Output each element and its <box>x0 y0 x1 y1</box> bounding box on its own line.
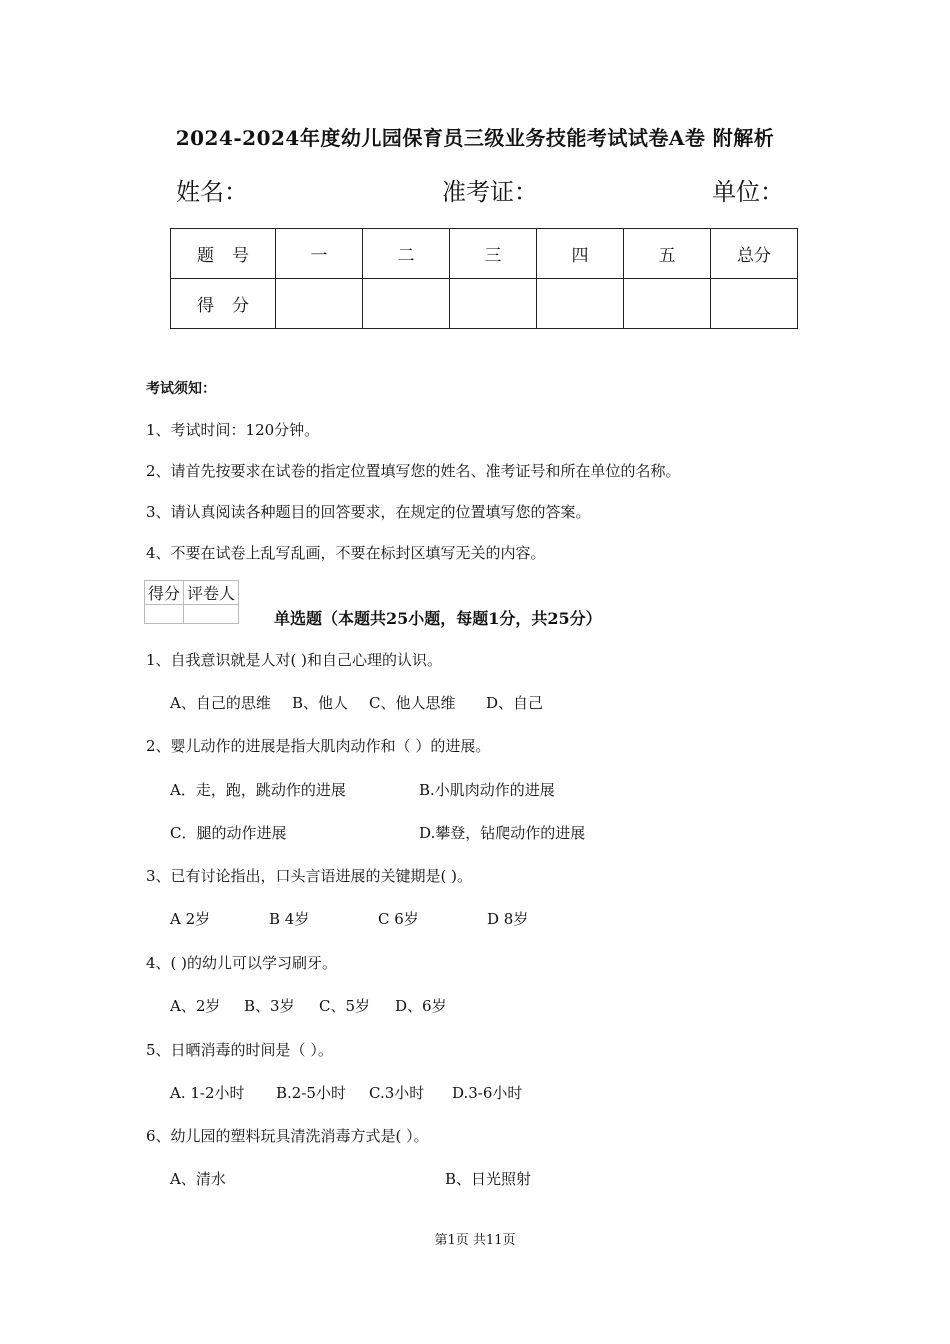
option-c: C.3小时 <box>369 1084 425 1102</box>
option-b: B、他人 <box>292 694 349 712</box>
document-title: 2024-2024年度幼儿园保育员三级业务技能考试试卷A卷 附解析 <box>175 126 775 150</box>
grader-score-label: 得分 <box>145 581 184 605</box>
score-cell[interactable] <box>711 279 798 329</box>
score-cell[interactable] <box>450 279 537 329</box>
option-b: B.小肌肉动作的进展 <box>419 781 555 799</box>
option-a: A、2岁 <box>170 997 221 1015</box>
question-text: 6、幼儿园的塑料玩具清洗消毒方式是( ）。 <box>146 1127 429 1145</box>
option-a: A 2岁 <box>170 910 211 928</box>
score-table <box>170 228 798 329</box>
score-cell[interactable] <box>276 279 363 329</box>
score-cell[interactable] <box>624 279 711 329</box>
score-table-header-label: 题号 <box>171 229 276 279</box>
score-table-score-row <box>171 279 798 329</box>
option-d: D.3-6小时 <box>452 1084 523 1102</box>
grader-name-label: 评卷人 <box>184 581 239 605</box>
option-c: C、5岁 <box>319 997 371 1015</box>
score-table-header-cell: 二 <box>363 229 450 279</box>
option-a: A. 1-2小时 <box>170 1084 245 1102</box>
exam-id-field-label: 准考证： <box>442 178 538 206</box>
option-a: A、自己的思维 <box>170 694 271 712</box>
unit-field-label: 单位： <box>712 178 784 206</box>
option-b: B 4岁 <box>269 910 310 928</box>
option-b: B、3岁 <box>244 997 295 1015</box>
score-table-header-cell: 一 <box>276 229 363 279</box>
question-text: 3、已有讨论指出，口头言语进展的关键期是( )。 <box>146 867 473 885</box>
question-text: 1、自我意识就是人对( )和自己心理的认识。 <box>146 651 443 669</box>
question-text: 5、日晒消毒的时间是（ ）。 <box>146 1041 333 1059</box>
score-table-header-cell: 总分 <box>711 229 798 279</box>
notice-item: 1、考试时间：120分钟。 <box>146 421 320 439</box>
grader-score-cell[interactable] <box>145 605 184 624</box>
grader-box <box>144 580 239 624</box>
option-c: C．腿的动作进展 <box>170 824 287 842</box>
notice-item: 4、不要在试卷上乱写乱画，不要在标封区填写无关的内容。 <box>146 544 546 562</box>
notice-item: 3、请认真阅读各种题目的回答要求，在规定的位置填写您的答案。 <box>146 503 591 521</box>
option-c: C、他人思维 <box>369 694 456 712</box>
question-text: 2、婴儿动作的进展是指大肌肉动作和（ ）的进展。 <box>146 737 491 755</box>
score-cell[interactable] <box>537 279 624 329</box>
option-d: D、6岁 <box>395 997 447 1015</box>
score-table-header-row <box>171 229 798 279</box>
score-table-header-cell: 五 <box>624 229 711 279</box>
grader-name-cell[interactable] <box>184 605 239 624</box>
option-c: C 6岁 <box>378 910 419 928</box>
score-table-header-cell: 四 <box>537 229 624 279</box>
section-title: 单选题（本题共25小题，每题1分，共25分） <box>274 609 602 628</box>
score-cell[interactable] <box>363 279 450 329</box>
name-field-label: 姓名： <box>176 178 248 206</box>
option-d: D 8岁 <box>487 910 529 928</box>
option-a: A、清水 <box>170 1170 226 1188</box>
option-a: A．走，跑，跳动作的进展 <box>170 781 346 799</box>
score-table-row-label: 得分 <box>171 279 276 329</box>
question-text: 4、( )的幼儿可以学习刷牙。 <box>146 954 338 972</box>
option-d: D.攀登，钻爬动作的进展 <box>419 824 586 842</box>
page-footer: 第1页 共11页 <box>434 1233 516 1248</box>
option-b: B.2-5小时 <box>276 1084 346 1102</box>
score-table-header-cell: 三 <box>450 229 537 279</box>
option-b: B、日光照射 <box>445 1170 532 1188</box>
notice-item: 2、请首先按要求在试卷的指定位置填写您的姓名、准考证号和所在单位的名称。 <box>146 462 681 480</box>
option-d: D、自己 <box>486 694 544 712</box>
notice-title: 考试须知： <box>146 381 216 397</box>
